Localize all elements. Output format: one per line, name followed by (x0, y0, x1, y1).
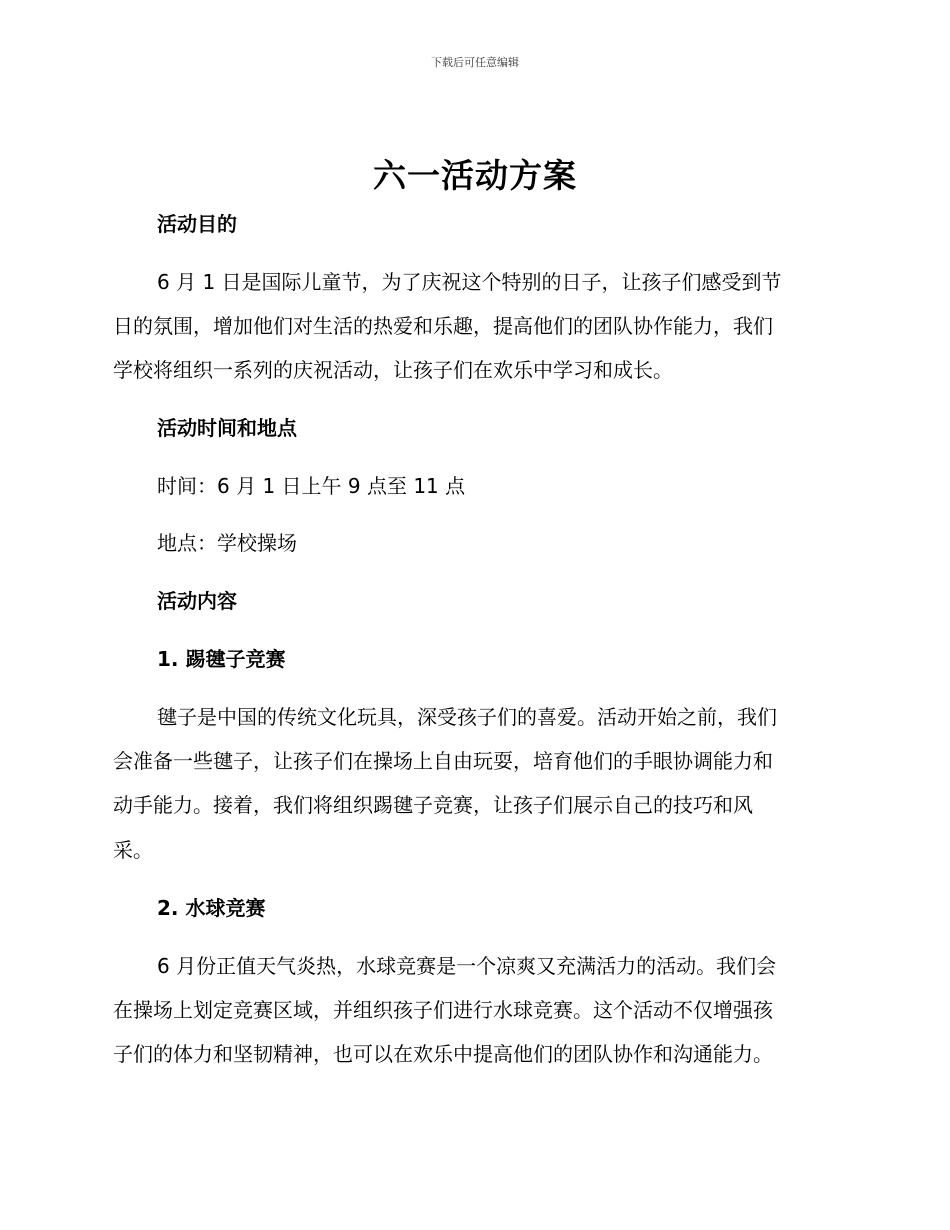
paragraph-line: 子们的体力和坚韧精神，也可以在欢乐中提高他们的团队协作和沟通能力。 (113, 1042, 773, 1066)
paragraph-line: 采。 (113, 838, 153, 862)
place-line: 地点：学校操场 (157, 531, 297, 555)
section-heading-content: 活动内容 (157, 589, 237, 613)
paragraph-line: 会准备一些毽子，让孩子们在操场上自由玩耍，培育他们的手眼协调能力和 (113, 749, 773, 773)
paragraph-line: 日的氛围，增加他们对生活的热爱和乐趣，提高他们的团队协作能力，我们 (113, 314, 773, 338)
paragraph-line: 毽子是中国的传统文化玩具，深受孩子们的喜爱。活动开始之前，我们 (157, 705, 777, 729)
item-heading-water-polo: 2. 水球竞赛 (157, 896, 266, 920)
section-heading-time-place: 活动时间和地点 (157, 416, 297, 440)
paragraph-line: 学校将组织一系列的庆祝活动，让孩子们在欢乐中学习和成长。 (113, 358, 673, 382)
paragraph-line: 动手能力。接着，我们将组织踢毽子竞赛，让孩子们展示自己的技巧和风 (113, 793, 753, 817)
page-header-note: 下载后可任意编辑 (431, 56, 519, 69)
item-heading-shuttlecock: 1. 踢毽子竞赛 (157, 647, 286, 671)
section-heading-purpose: 活动目的 (157, 212, 237, 236)
paragraph-line: 6 月 1 日是国际儿童节，为了庆祝这个特别的日子，让孩子们感受到节 (157, 270, 782, 294)
paragraph-line: 在操场上划定竞赛区域，并组织孩子们进行水球竞赛。这个活动不仅增强孩 (113, 998, 773, 1022)
time-line: 时间：6 月 1 日上午 9 点至 11 点 (157, 474, 466, 498)
document-title: 六一活动方案 (373, 156, 577, 195)
paragraph-line: 6 月份正值天气炎热，水球竞赛是一个凉爽又充满活力的活动。我们会 (157, 954, 777, 978)
